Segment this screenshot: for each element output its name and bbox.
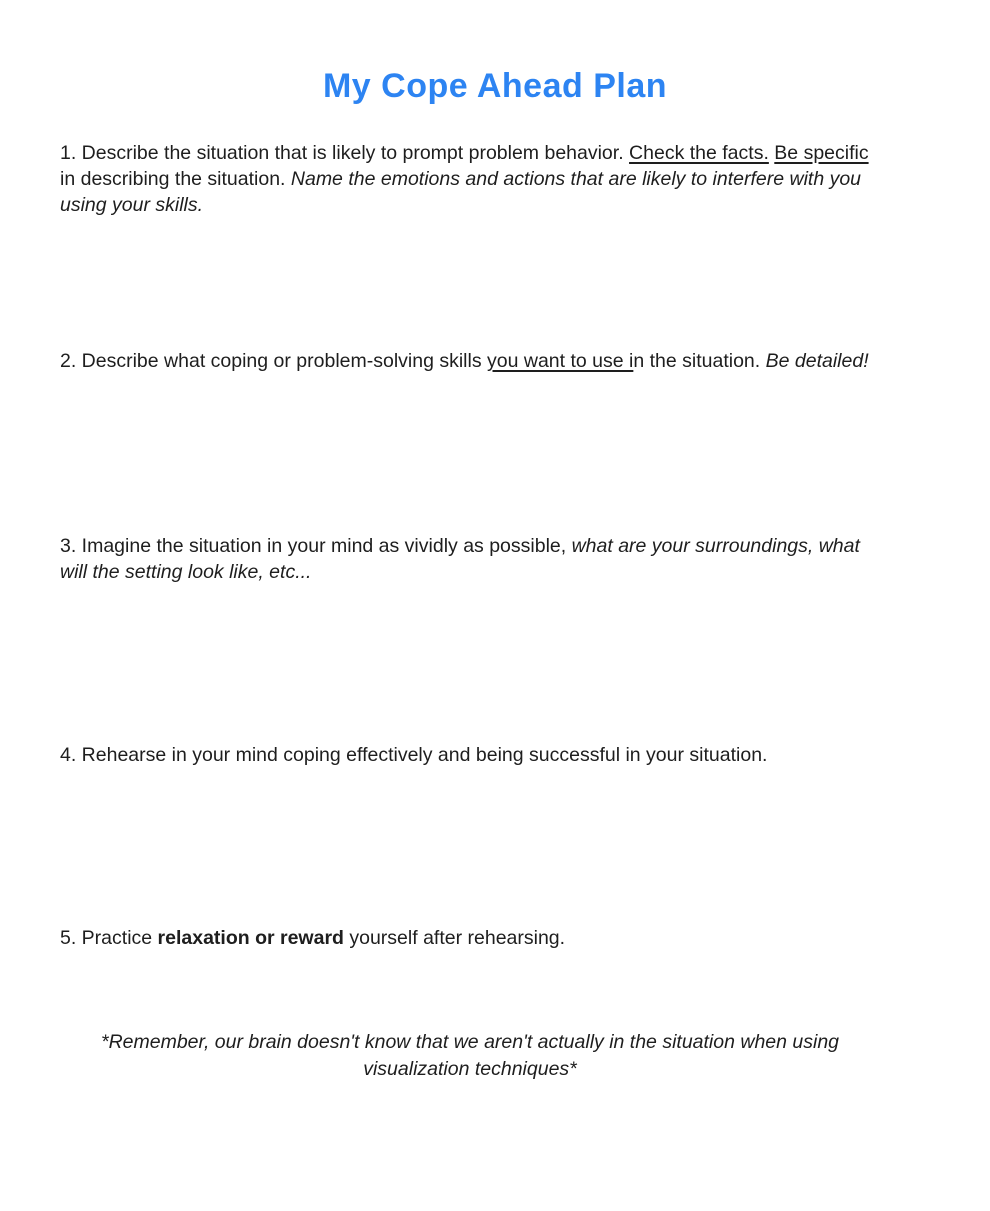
item-3-intro: 3. Imagine the situation in your mind as vividly as possible, [60, 535, 572, 557]
footer-reminder-note: *Remember, our brain doesn't know that we aren't actually in the situation when using visualization techniques* [100, 1031, 840, 1080]
instruction-item-5 [60, 925, 882, 951]
item-3-italic-note: what are your surroundings, what will the setting look like, etc... [60, 535, 860, 583]
item-2-intro: 2. Describe what coping or problem-solving skills [60, 350, 488, 372]
item-1-underline-check-the-facts: Check the facts. [629, 142, 769, 164]
item-2-italic-note: Be detailed! [765, 350, 869, 372]
item-4-text: 4. Rehearse in your mind coping effectively and being successful in your situation. [60, 744, 768, 766]
page-title: My Cope Ahead Plan [322, 67, 668, 105]
item-1-underline-be-specific: Be specific [774, 142, 869, 164]
item-1-italic-note: Name the emotions and actions that are likely to interfere with you using your skills. [60, 168, 862, 216]
item-1-intro: 1. Describe the situation that is likely to prompt problem behavior. [60, 142, 630, 164]
instruction-item-3 [60, 533, 882, 585]
item-5-intro: 5. Practice [60, 927, 158, 949]
item-5-end: yourself after rehearsing. [343, 927, 566, 949]
instruction-item-4 [60, 742, 882, 768]
instruction-item-2 [60, 348, 882, 374]
item-5-bold-relaxation-or-reward: relaxation or reward [157, 927, 344, 949]
item-2-mid: n the situation. [633, 350, 766, 372]
item-2-underline-you-want-to-use: you want to use i [487, 350, 634, 372]
item-1-mid: in describing the situation. [60, 168, 291, 190]
instruction-item-1 [60, 140, 882, 218]
